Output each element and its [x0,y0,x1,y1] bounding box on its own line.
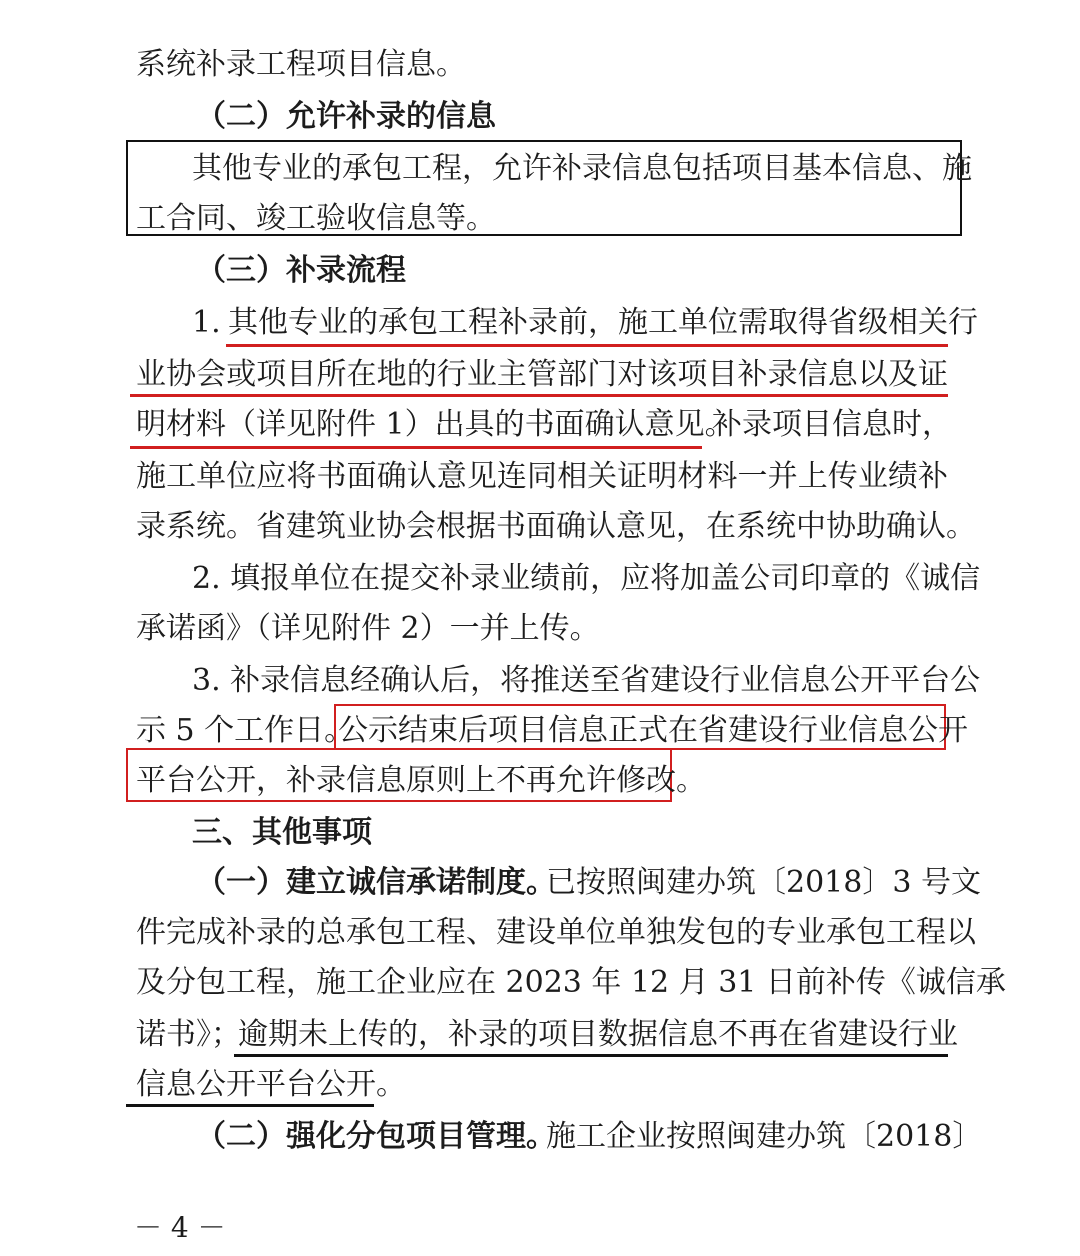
text-line: 业协会或项目所在地的行业主管部门对该项目补录信息以及证 [136,357,948,392]
text-line: 示 5 个工作日。 [136,713,355,748]
text-line: 施工企业按照闽建办筑〔2018〕 [546,1119,983,1154]
list-number: 1. [192,305,221,340]
text-line: 信息公开平台公开。 [136,1067,406,1102]
text-line: 其他专业的承包工程补录前，施工单位需取得省级相关行 [228,305,978,340]
text-line: 公示结束后项目信息正式在省建设行业信息公开 [338,713,968,748]
text-line: 及分包工程，施工企业应在 2023 年 12 月 31 日前补传《诚信承 [136,965,1006,1000]
text-line: 系统补录工程项目信息。 [136,47,466,82]
section-heading-process: （三）补录流程 [196,253,406,288]
text-line: 其他专业的承包工程，允许补录信息包括项目基本信息、施 [192,151,972,186]
section-heading-other: 三、其他事项 [192,815,372,850]
text-line: 施工单位应将书面确认意见连同相关证明材料一并上传业绩补 [136,459,948,494]
text-line: 平台公开，补录信息原则上不再允许修改。 [136,763,706,798]
text-line: 工合同、竣工验收信息等。 [136,201,496,236]
text-line: 逾期未上传的，补录的项目数据信息不再在省建设行业 [238,1017,958,1052]
black-underline [234,1054,948,1057]
red-underline [226,344,948,347]
text-line: 3. 补录信息经确认后，将推送至省建设行业信息公开平台公 [192,663,981,698]
section-heading-allowed-info: （二）允许补录的信息 [196,99,496,134]
text-line: 诺书》； [136,1017,241,1052]
text-line: 承诺函》（详见附件 2）一并上传。 [136,611,600,646]
text-line: 件完成补录的总承包工程、建设单位单独发包的专业承包工程以 [136,915,976,950]
red-underline [130,446,702,449]
bold-lead: （一）建立诚信承诺制度。 [196,865,556,900]
red-underline [130,394,948,397]
text-line: 2. 填报单位在提交补录业绩前，应将加盖公司印章的《诚信 [192,561,981,596]
text-line: 明材料（详见附件 1）出具的书面确认意见。 [136,407,735,442]
black-underline [126,1104,374,1107]
text-line: 已按照闽建办筑〔2018〕3 号文 [546,865,981,900]
bold-lead: （二）强化分包项目管理。 [196,1119,556,1154]
text-line: 录系统。省建筑业协会根据书面确认意见，在系统中协助确认。 [136,509,976,544]
text-line: 补录项目信息时， [712,407,952,442]
page-number: － 4 － [134,1211,226,1244]
